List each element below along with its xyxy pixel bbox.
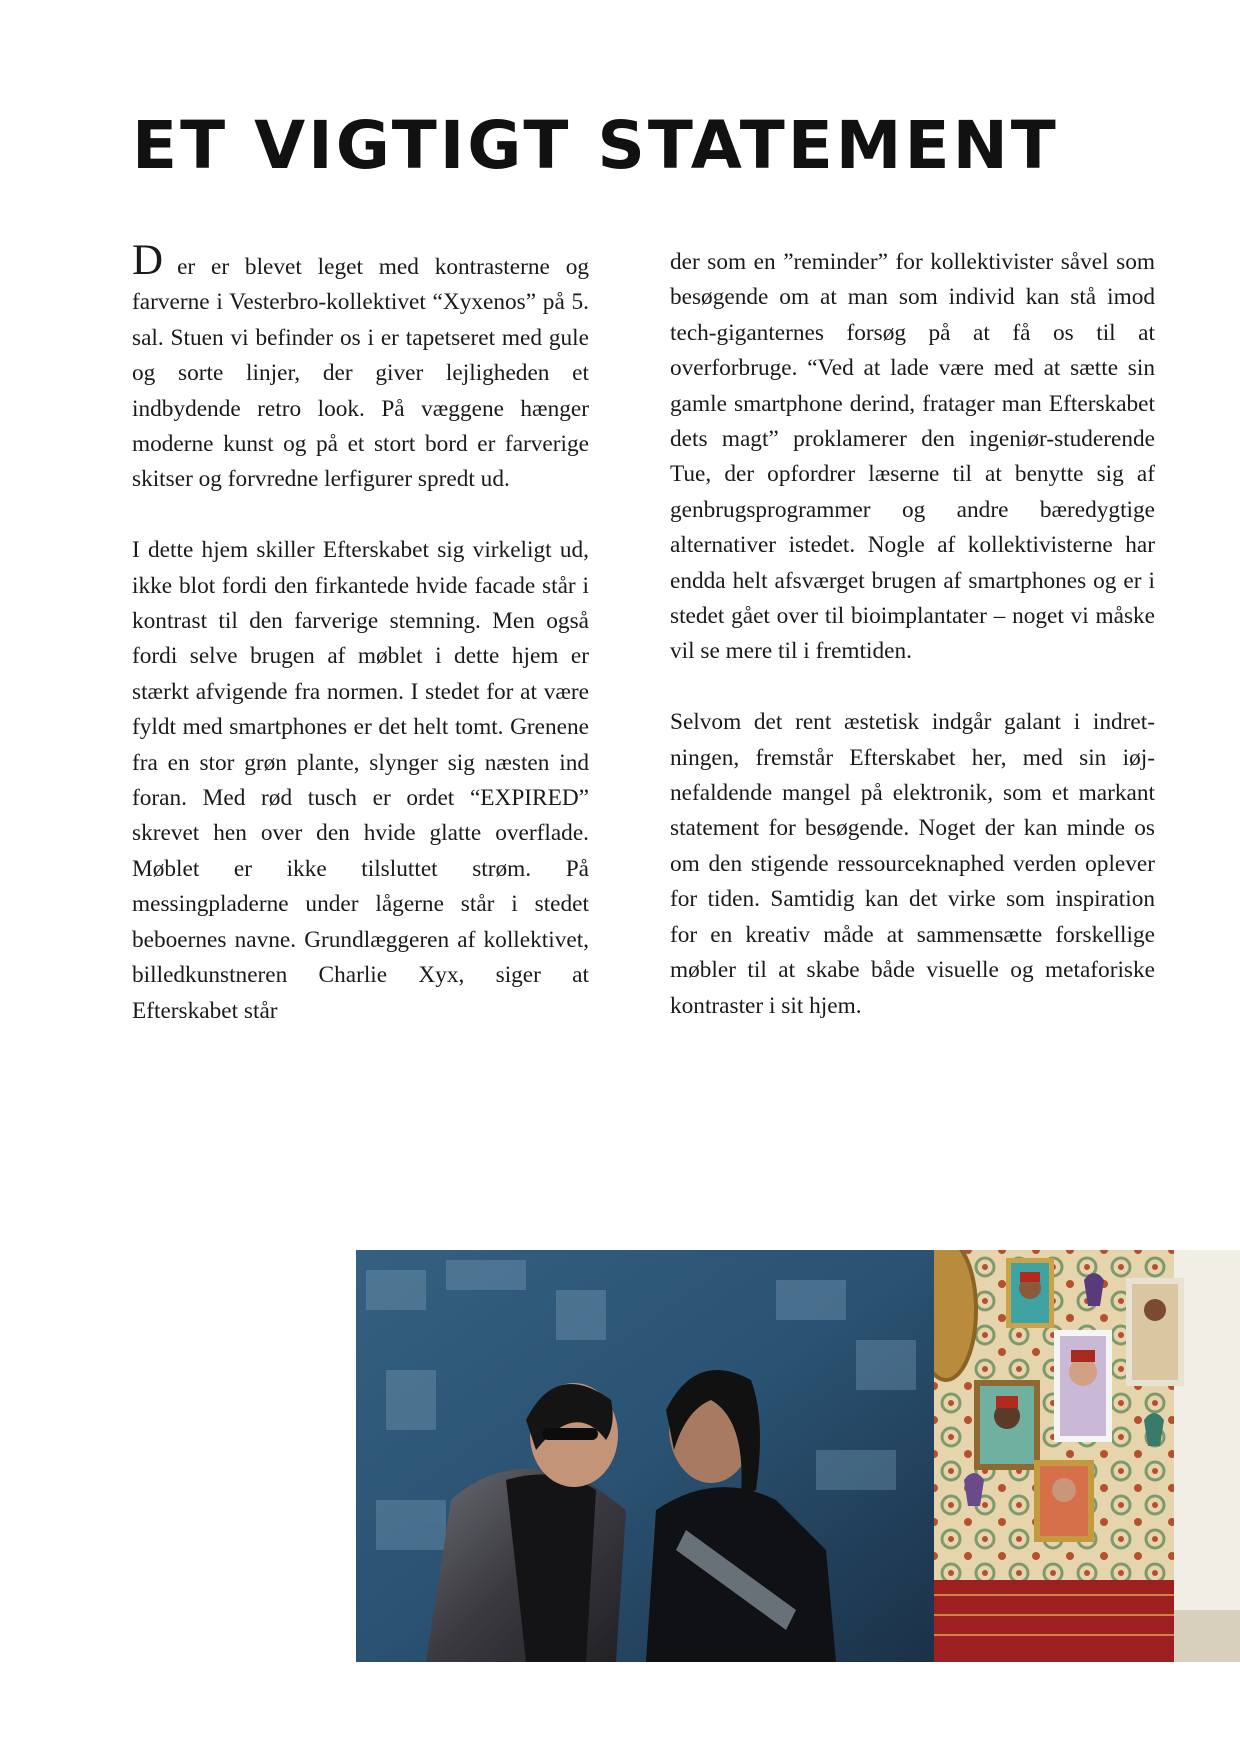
paragraph-intro [132, 237, 589, 498]
wallpaper-portraits-illustration [934, 1250, 1240, 1662]
wallpaper-portraits-photo [934, 1250, 1240, 1662]
fashion-portrait-photo [356, 1250, 934, 1662]
paragraph-second-continued: der som en ”reminder” for kollektivister såvel som besøgende om at man som individ kan stå imod tech-giganternes forsøg på at få os til at overforbruge. “Ved at lade være med at sætte sin gamle smartphone derind, fratager man Efterskabet dets magt” proklamerer den ingeniør-studerende Tue, der opfordrer læserne til at benytte sig af genbrugsprogrammer og andre bæredygtige alternativer istedet. Nogle af kollektivisterne har endda helt afsværget brugen af smartphones og er i stedet gået over til bioimplantater – noget vi måske vil se mere til i fremtiden. [670, 249, 1155, 665]
text-column-left [132, 237, 589, 1029]
paragraph-intro-text: er er blevet leget med kontrasterne og farverne i Vesterbro-kollektivet “Xyxenos” på 5. sal. Stuen vi befinder os i er tapetseret med gule og sorte linjer, der giver lejligheden et indbydende retro look. På væggene hænger moderne kunst og på et stort bord er farverige skitser og forvredne lerfigurer spredt ud. [132, 254, 589, 493]
fashion-portrait-illustration [356, 1250, 934, 1662]
text-column-right [670, 245, 1155, 1024]
drop-cap: D [132, 237, 164, 284]
paragraph-second: I dette hjem skiller Efterskabet sig virkeligt ud, ikke blot fordi den firkantede hvide facade står i kontrast til den farverige stemning. Men også fordi selve brugen af møblet i dette hjem er stærkt afvigende fra normen. I stedet for at være fyldt med smartphones er det helt tomt. Grenene fra en stor grøn plante, slynger sig næsten ind foran. Med rød tusch er ordet “EXPIRED” skrevet hen over den hvide glatte overflade. Møblet er ikke tilsluttet strøm. På messingpladerne under lågerne står i stedet beboernes navne. Grundlæggeren af kollektivet, billedkunstneren Charlie Xyx, siger at Efterskabet står [132, 537, 589, 1024]
article-title: ET VIGTIGT STATEMENT [132, 107, 1059, 184]
paragraph-third: Selvom det rent æstetisk indgår galant i indretningen, fremstår Efterskabet her, med sin iøjnefaldende mangel på elektronik, som et markant statement for besøgende. Noget der kan minde os om den stigende ressourceknaphed verden oplever for tiden. Samtidig kan det virke som inspiration for en kreativ måde at sammensætte forskellige møbler til at skabe både visuelle og metaforiske kontraster i sit hjem. [670, 709, 1155, 1019]
